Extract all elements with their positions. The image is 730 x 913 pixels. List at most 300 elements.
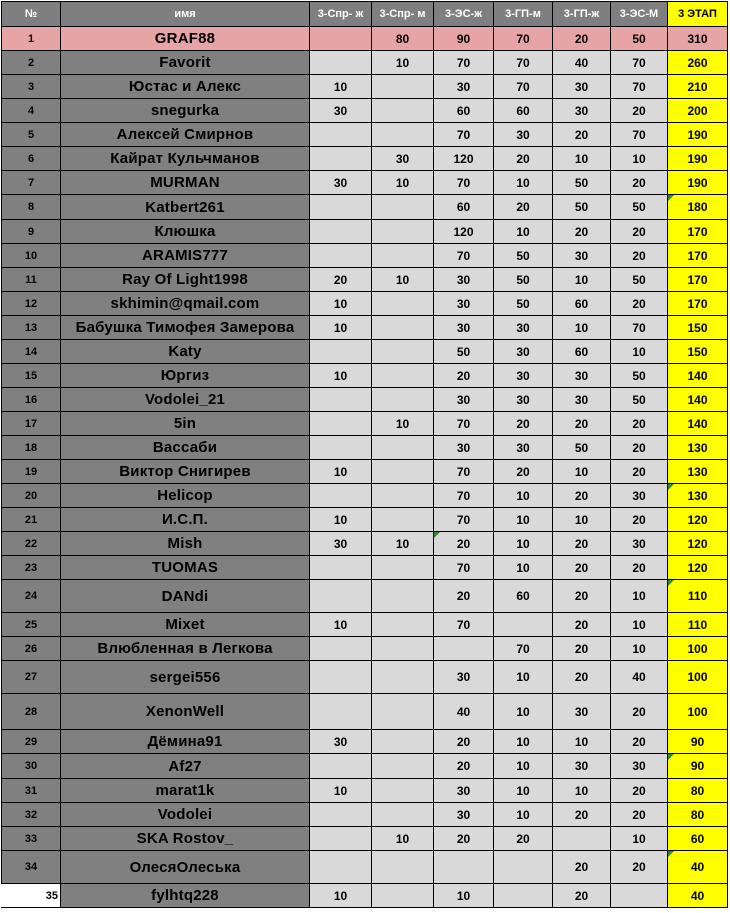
table-row <box>2 556 728 580</box>
stage-total-cell: 100 <box>668 637 728 661</box>
table-row <box>2 268 728 292</box>
results-table <box>1 1 728 908</box>
rank-cell: 26 <box>2 637 61 661</box>
stage-total-cell: 150 <box>668 316 728 340</box>
score-cell-c4: 20 <box>494 195 553 220</box>
participant-name-cell: TUOMAS <box>61 556 310 580</box>
participant-name-cell: fylhtq228 <box>61 884 310 908</box>
score-cell-c2 <box>372 220 434 244</box>
participant-name-cell: ОлесяОлеська <box>61 851 310 884</box>
table-row <box>2 460 728 484</box>
score-cell-c6: 20 <box>611 220 668 244</box>
participant-name-cell: Mish <box>61 532 310 556</box>
stage-total-cell: 130 <box>668 436 728 460</box>
score-cell-c1: 10 <box>310 75 372 99</box>
score-cell-c2 <box>372 292 434 316</box>
participant-name-cell: sergei556 <box>61 661 310 694</box>
score-cell-c1 <box>310 436 372 460</box>
score-cell-c3 <box>434 637 494 661</box>
score-cell-c3: 20 <box>434 364 494 388</box>
score-cell-c2: 30 <box>372 147 434 171</box>
rank-cell: 28 <box>2 694 61 730</box>
score-cell-c6: 20 <box>611 412 668 436</box>
score-cell-c6: 30 <box>611 754 668 779</box>
score-cell-c3: 60 <box>434 195 494 220</box>
score-cell-c1: 20 <box>310 268 372 292</box>
score-cell-c3: 20 <box>434 532 494 556</box>
score-cell-c4: 30 <box>494 340 553 364</box>
table-row <box>2 316 728 340</box>
stage-total-cell: 170 <box>668 220 728 244</box>
score-cell-c4: 10 <box>494 730 553 754</box>
participant-name-cell: Кайрат Кульчманов <box>61 147 310 171</box>
score-cell-c2 <box>372 123 434 147</box>
score-cell-c5 <box>553 827 611 851</box>
score-cell-c2: 10 <box>372 268 434 292</box>
table-row <box>2 851 728 884</box>
rank-cell: 34 <box>2 851 61 884</box>
score-cell-c5: 50 <box>553 436 611 460</box>
score-cell-c2 <box>372 730 434 754</box>
score-cell-c4: 20 <box>494 147 553 171</box>
stage-total-cell: 140 <box>668 388 728 412</box>
stage-total-cell: 120 <box>668 508 728 532</box>
participant-name-cell: skhimin@qmail.com <box>61 292 310 316</box>
score-cell-c2 <box>372 754 434 779</box>
score-cell-c6: 20 <box>611 730 668 754</box>
score-cell-c5: 20 <box>553 851 611 884</box>
score-cell-c1 <box>310 123 372 147</box>
score-cell-c3: 20 <box>434 580 494 613</box>
score-cell-c5: 10 <box>553 316 611 340</box>
score-cell-c1 <box>310 484 372 508</box>
table-row <box>2 754 728 779</box>
score-cell-c2: 10 <box>372 51 434 75</box>
score-cell-c5: 30 <box>553 388 611 412</box>
table-row <box>2 484 728 508</box>
score-cell-c1 <box>310 803 372 827</box>
score-cell-c4: 10 <box>494 171 553 195</box>
score-cell-c6: 70 <box>611 51 668 75</box>
table-row <box>2 75 728 99</box>
score-cell-c4: 30 <box>494 388 553 412</box>
score-cell-c2 <box>372 613 434 637</box>
score-cell-c3 <box>434 851 494 884</box>
stage-total-cell: 110 <box>668 613 728 637</box>
table-row <box>2 694 728 730</box>
score-cell-c2 <box>372 884 434 908</box>
score-cell-c3: 70 <box>434 123 494 147</box>
stage-total-cell: 260 <box>668 51 728 75</box>
score-cell-c1 <box>310 388 372 412</box>
score-cell-c5: 20 <box>553 220 611 244</box>
rank-cell: 7 <box>2 171 61 195</box>
rank-cell: 5 <box>2 123 61 147</box>
participant-name-cell: 5in <box>61 412 310 436</box>
rank-cell: 8 <box>2 195 61 220</box>
table-row <box>2 661 728 694</box>
score-cell-c6: 10 <box>611 613 668 637</box>
score-cell-c5: 20 <box>553 556 611 580</box>
score-cell-c1 <box>310 637 372 661</box>
stage-total-cell: 180 <box>668 195 728 220</box>
score-cell-c3: 40 <box>434 694 494 730</box>
score-cell-c2 <box>372 580 434 613</box>
score-cell-c1 <box>310 51 372 75</box>
score-cell-c1: 10 <box>310 460 372 484</box>
score-cell-c5: 10 <box>553 268 611 292</box>
stage-total-cell: 120 <box>668 556 728 580</box>
table-row <box>2 171 728 195</box>
rank-cell: 32 <box>2 803 61 827</box>
score-cell-c1 <box>310 27 372 51</box>
score-cell-c3: 120 <box>434 147 494 171</box>
score-cell-c2 <box>372 364 434 388</box>
score-cell-c1: 10 <box>310 884 372 908</box>
score-cell-c3: 10 <box>434 884 494 908</box>
score-cell-c1: 10 <box>310 508 372 532</box>
score-cell-c4: 70 <box>494 27 553 51</box>
score-cell-c3: 70 <box>434 484 494 508</box>
score-cell-c3: 30 <box>434 292 494 316</box>
score-cell-c2: 80 <box>372 27 434 51</box>
table-row <box>2 244 728 268</box>
score-cell-c5: 50 <box>553 195 611 220</box>
participant-name-cell: Helicop <box>61 484 310 508</box>
table-row <box>2 508 728 532</box>
participant-name-cell: Юргиз <box>61 364 310 388</box>
stage-total-cell: 90 <box>668 754 728 779</box>
score-cell-c5: 30 <box>553 754 611 779</box>
score-cell-c2: 10 <box>372 827 434 851</box>
header-name: имя <box>61 2 310 27</box>
score-cell-c3: 30 <box>434 316 494 340</box>
score-cell-c4: 70 <box>494 51 553 75</box>
score-cell-c6: 20 <box>611 460 668 484</box>
participant-name-cell: Favorit <box>61 51 310 75</box>
score-cell-c6: 50 <box>611 364 668 388</box>
score-cell-c1: 30 <box>310 532 372 556</box>
participant-name-cell: Виктор Снигирев <box>61 460 310 484</box>
rank-cell: 9 <box>2 220 61 244</box>
header-c6: 3-ЭС-М <box>611 2 668 27</box>
participant-name-cell: SKA Rostov_ <box>61 827 310 851</box>
table-row <box>2 884 728 908</box>
score-cell-c2 <box>372 436 434 460</box>
participant-name-cell: Юстас и Алекс <box>61 75 310 99</box>
score-cell-c4: 10 <box>494 556 553 580</box>
stage-total-cell: 170 <box>668 292 728 316</box>
rank-cell: 3 <box>2 75 61 99</box>
participant-name-cell: Дёмина91 <box>61 730 310 754</box>
participant-name-cell: Vodolei_21 <box>61 388 310 412</box>
score-cell-c1 <box>310 244 372 268</box>
participant-name-cell: Клюшка <box>61 220 310 244</box>
stage-total-cell: 150 <box>668 340 728 364</box>
score-cell-c4: 20 <box>494 412 553 436</box>
table-row <box>2 51 728 75</box>
score-cell-c6: 30 <box>611 532 668 556</box>
stage-total-cell: 90 <box>668 730 728 754</box>
score-cell-c2 <box>372 803 434 827</box>
score-cell-c5: 20 <box>553 884 611 908</box>
stage-total-cell: 120 <box>668 532 728 556</box>
score-cell-c1: 30 <box>310 730 372 754</box>
table-row <box>2 532 728 556</box>
score-cell-c6: 20 <box>611 694 668 730</box>
rank-cell: 27 <box>2 661 61 694</box>
score-cell-c3: 70 <box>434 171 494 195</box>
score-cell-c5: 20 <box>553 532 611 556</box>
rank-cell: 13 <box>2 316 61 340</box>
score-cell-c6: 20 <box>611 803 668 827</box>
stage-total-cell: 130 <box>668 484 728 508</box>
participant-name-cell: Бабушка Тимофея Замерова <box>61 316 310 340</box>
score-cell-c3: 70 <box>434 244 494 268</box>
header-c4: 3-ГП-м <box>494 2 553 27</box>
score-cell-c2: 10 <box>372 532 434 556</box>
score-cell-c4: 60 <box>494 580 553 613</box>
score-cell-c5: 10 <box>553 779 611 803</box>
table-row <box>2 123 728 147</box>
score-cell-c1 <box>310 694 372 730</box>
score-cell-c4 <box>494 613 553 637</box>
stage-total-cell: 200 <box>668 99 728 123</box>
score-cell-c5: 60 <box>553 292 611 316</box>
rank-cell: 35 <box>2 884 61 908</box>
table-row <box>2 436 728 460</box>
score-cell-c2 <box>372 316 434 340</box>
rank-cell: 16 <box>2 388 61 412</box>
score-cell-c2 <box>372 99 434 123</box>
table-row <box>2 803 728 827</box>
score-cell-c6: 10 <box>611 580 668 613</box>
rank-cell: 25 <box>2 613 61 637</box>
score-cell-c3: 70 <box>434 51 494 75</box>
participant-name-cell: Вассаби <box>61 436 310 460</box>
score-cell-c1: 30 <box>310 99 372 123</box>
table-row <box>2 147 728 171</box>
rank-cell: 22 <box>2 532 61 556</box>
score-cell-c3: 30 <box>434 75 494 99</box>
table-row <box>2 27 728 51</box>
score-cell-c1: 10 <box>310 364 372 388</box>
score-cell-c2 <box>372 556 434 580</box>
header-c2: 3-Спр- м <box>372 2 434 27</box>
table-row <box>2 364 728 388</box>
participant-name-cell: snegurka <box>61 99 310 123</box>
score-cell-c6: 20 <box>611 508 668 532</box>
score-cell-c5: 20 <box>553 484 611 508</box>
score-cell-c5: 30 <box>553 244 611 268</box>
score-cell-c5: 10 <box>553 460 611 484</box>
score-cell-c4: 20 <box>494 460 553 484</box>
stage-total-cell: 190 <box>668 171 728 195</box>
score-cell-c4: 70 <box>494 637 553 661</box>
score-cell-c2: 10 <box>372 412 434 436</box>
score-cell-c2 <box>372 460 434 484</box>
score-cell-c5: 30 <box>553 694 611 730</box>
score-cell-c1: 10 <box>310 292 372 316</box>
participant-name-cell: Katbert261 <box>61 195 310 220</box>
score-cell-c6: 10 <box>611 147 668 171</box>
score-cell-c4: 10 <box>494 803 553 827</box>
header-c5: 3-ГП-ж <box>553 2 611 27</box>
score-cell-c3: 70 <box>434 460 494 484</box>
score-cell-c5: 10 <box>553 147 611 171</box>
participant-name-cell: Влюбленная в Легкова <box>61 637 310 661</box>
table-row <box>2 99 728 123</box>
score-cell-c1 <box>310 580 372 613</box>
score-cell-c3: 30 <box>434 436 494 460</box>
rank-cell: 17 <box>2 412 61 436</box>
score-cell-c3: 70 <box>434 412 494 436</box>
score-cell-c4: 30 <box>494 364 553 388</box>
score-cell-c2 <box>372 694 434 730</box>
score-cell-c4: 30 <box>494 123 553 147</box>
participant-name-cell: XenonWell <box>61 694 310 730</box>
rank-cell: 15 <box>2 364 61 388</box>
participant-name-cell: Af27 <box>61 754 310 779</box>
score-cell-c1: 10 <box>310 779 372 803</box>
participant-name-cell: ARAMIS777 <box>61 244 310 268</box>
stage-total-cell: 110 <box>668 580 728 613</box>
score-cell-c2 <box>372 244 434 268</box>
participant-name-cell: Mixet <box>61 613 310 637</box>
score-cell-c2 <box>372 484 434 508</box>
table-row <box>2 412 728 436</box>
score-cell-c4: 50 <box>494 244 553 268</box>
score-cell-c4: 30 <box>494 436 553 460</box>
rank-cell: 33 <box>2 827 61 851</box>
table-row <box>2 827 728 851</box>
score-cell-c6: 20 <box>611 244 668 268</box>
rank-cell: 1 <box>2 27 61 51</box>
score-cell-c2: 10 <box>372 171 434 195</box>
participant-name-cell: GRAF88 <box>61 27 310 51</box>
score-cell-c1 <box>310 556 372 580</box>
score-cell-c3: 120 <box>434 220 494 244</box>
rank-cell: 11 <box>2 268 61 292</box>
rank-cell: 23 <box>2 556 61 580</box>
score-cell-c4: 60 <box>494 99 553 123</box>
score-cell-c4: 10 <box>494 508 553 532</box>
score-cell-c1 <box>310 220 372 244</box>
stage-total-cell: 310 <box>668 27 728 51</box>
score-cell-c6: 50 <box>611 27 668 51</box>
stage-total-cell: 100 <box>668 661 728 694</box>
score-cell-c2 <box>372 195 434 220</box>
score-cell-c4: 70 <box>494 75 553 99</box>
rank-cell: 29 <box>2 730 61 754</box>
score-cell-c4: 50 <box>494 292 553 316</box>
score-cell-c1 <box>310 754 372 779</box>
score-cell-c4: 10 <box>494 661 553 694</box>
stage-total-cell: 80 <box>668 779 728 803</box>
score-cell-c1: 10 <box>310 613 372 637</box>
score-cell-c6: 10 <box>611 827 668 851</box>
score-cell-c2 <box>372 779 434 803</box>
score-cell-c4: 10 <box>494 754 553 779</box>
stage-total-cell: 80 <box>668 803 728 827</box>
table-row <box>2 388 728 412</box>
table-row <box>2 292 728 316</box>
score-cell-c4 <box>494 884 553 908</box>
stage-total-cell: 40 <box>668 851 728 884</box>
score-cell-c6: 50 <box>611 195 668 220</box>
rank-cell: 19 <box>2 460 61 484</box>
score-cell-c6: 20 <box>611 779 668 803</box>
table-row <box>2 195 728 220</box>
score-cell-c5: 30 <box>553 364 611 388</box>
rank-cell: 14 <box>2 340 61 364</box>
score-cell-c6: 20 <box>611 851 668 884</box>
score-cell-c5: 10 <box>553 508 611 532</box>
participant-name-cell: MURMAN <box>61 171 310 195</box>
score-cell-c6: 70 <box>611 123 668 147</box>
score-cell-c1 <box>310 340 372 364</box>
participant-name-cell: Ray Of Light1998 <box>61 268 310 292</box>
rank-cell: 20 <box>2 484 61 508</box>
score-cell-c3: 20 <box>434 730 494 754</box>
participant-name-cell: И.С.П. <box>61 508 310 532</box>
score-cell-c6: 20 <box>611 436 668 460</box>
rank-cell: 18 <box>2 436 61 460</box>
stage-total-cell: 210 <box>668 75 728 99</box>
score-cell-c3: 30 <box>434 661 494 694</box>
table-row <box>2 779 728 803</box>
score-cell-c2 <box>372 661 434 694</box>
score-cell-c4: 30 <box>494 316 553 340</box>
score-cell-c4: 10 <box>494 484 553 508</box>
stage-total-cell: 60 <box>668 827 728 851</box>
score-cell-c3: 20 <box>434 827 494 851</box>
header-row <box>2 2 728 27</box>
score-cell-c3: 70 <box>434 556 494 580</box>
score-cell-c1 <box>310 412 372 436</box>
score-cell-c3: 90 <box>434 27 494 51</box>
score-cell-c5: 30 <box>553 99 611 123</box>
stage-total-cell: 40 <box>668 884 728 908</box>
score-cell-c1 <box>310 147 372 171</box>
header-num: № <box>2 2 61 27</box>
score-cell-c6 <box>611 884 668 908</box>
score-cell-c1 <box>310 851 372 884</box>
score-cell-c1: 10 <box>310 316 372 340</box>
score-cell-c6: 20 <box>611 556 668 580</box>
stage-total-cell: 190 <box>668 147 728 171</box>
participant-name-cell: Vodolei <box>61 803 310 827</box>
score-cell-c3: 30 <box>434 779 494 803</box>
score-cell-c4: 10 <box>494 779 553 803</box>
score-cell-c3: 20 <box>434 754 494 779</box>
score-cell-c3: 30 <box>434 268 494 292</box>
score-cell-c4: 20 <box>494 827 553 851</box>
score-cell-c6: 10 <box>611 637 668 661</box>
score-cell-c1: 30 <box>310 171 372 195</box>
score-cell-c5: 20 <box>553 613 611 637</box>
score-cell-c5: 40 <box>553 51 611 75</box>
score-cell-c6: 20 <box>611 171 668 195</box>
score-cell-c5: 30 <box>553 75 611 99</box>
table-row <box>2 220 728 244</box>
score-cell-c2 <box>372 388 434 412</box>
score-cell-c6: 20 <box>611 292 668 316</box>
score-cell-c5: 20 <box>553 123 611 147</box>
score-cell-c4: 50 <box>494 268 553 292</box>
rank-cell: 2 <box>2 51 61 75</box>
score-cell-c3: 30 <box>434 803 494 827</box>
